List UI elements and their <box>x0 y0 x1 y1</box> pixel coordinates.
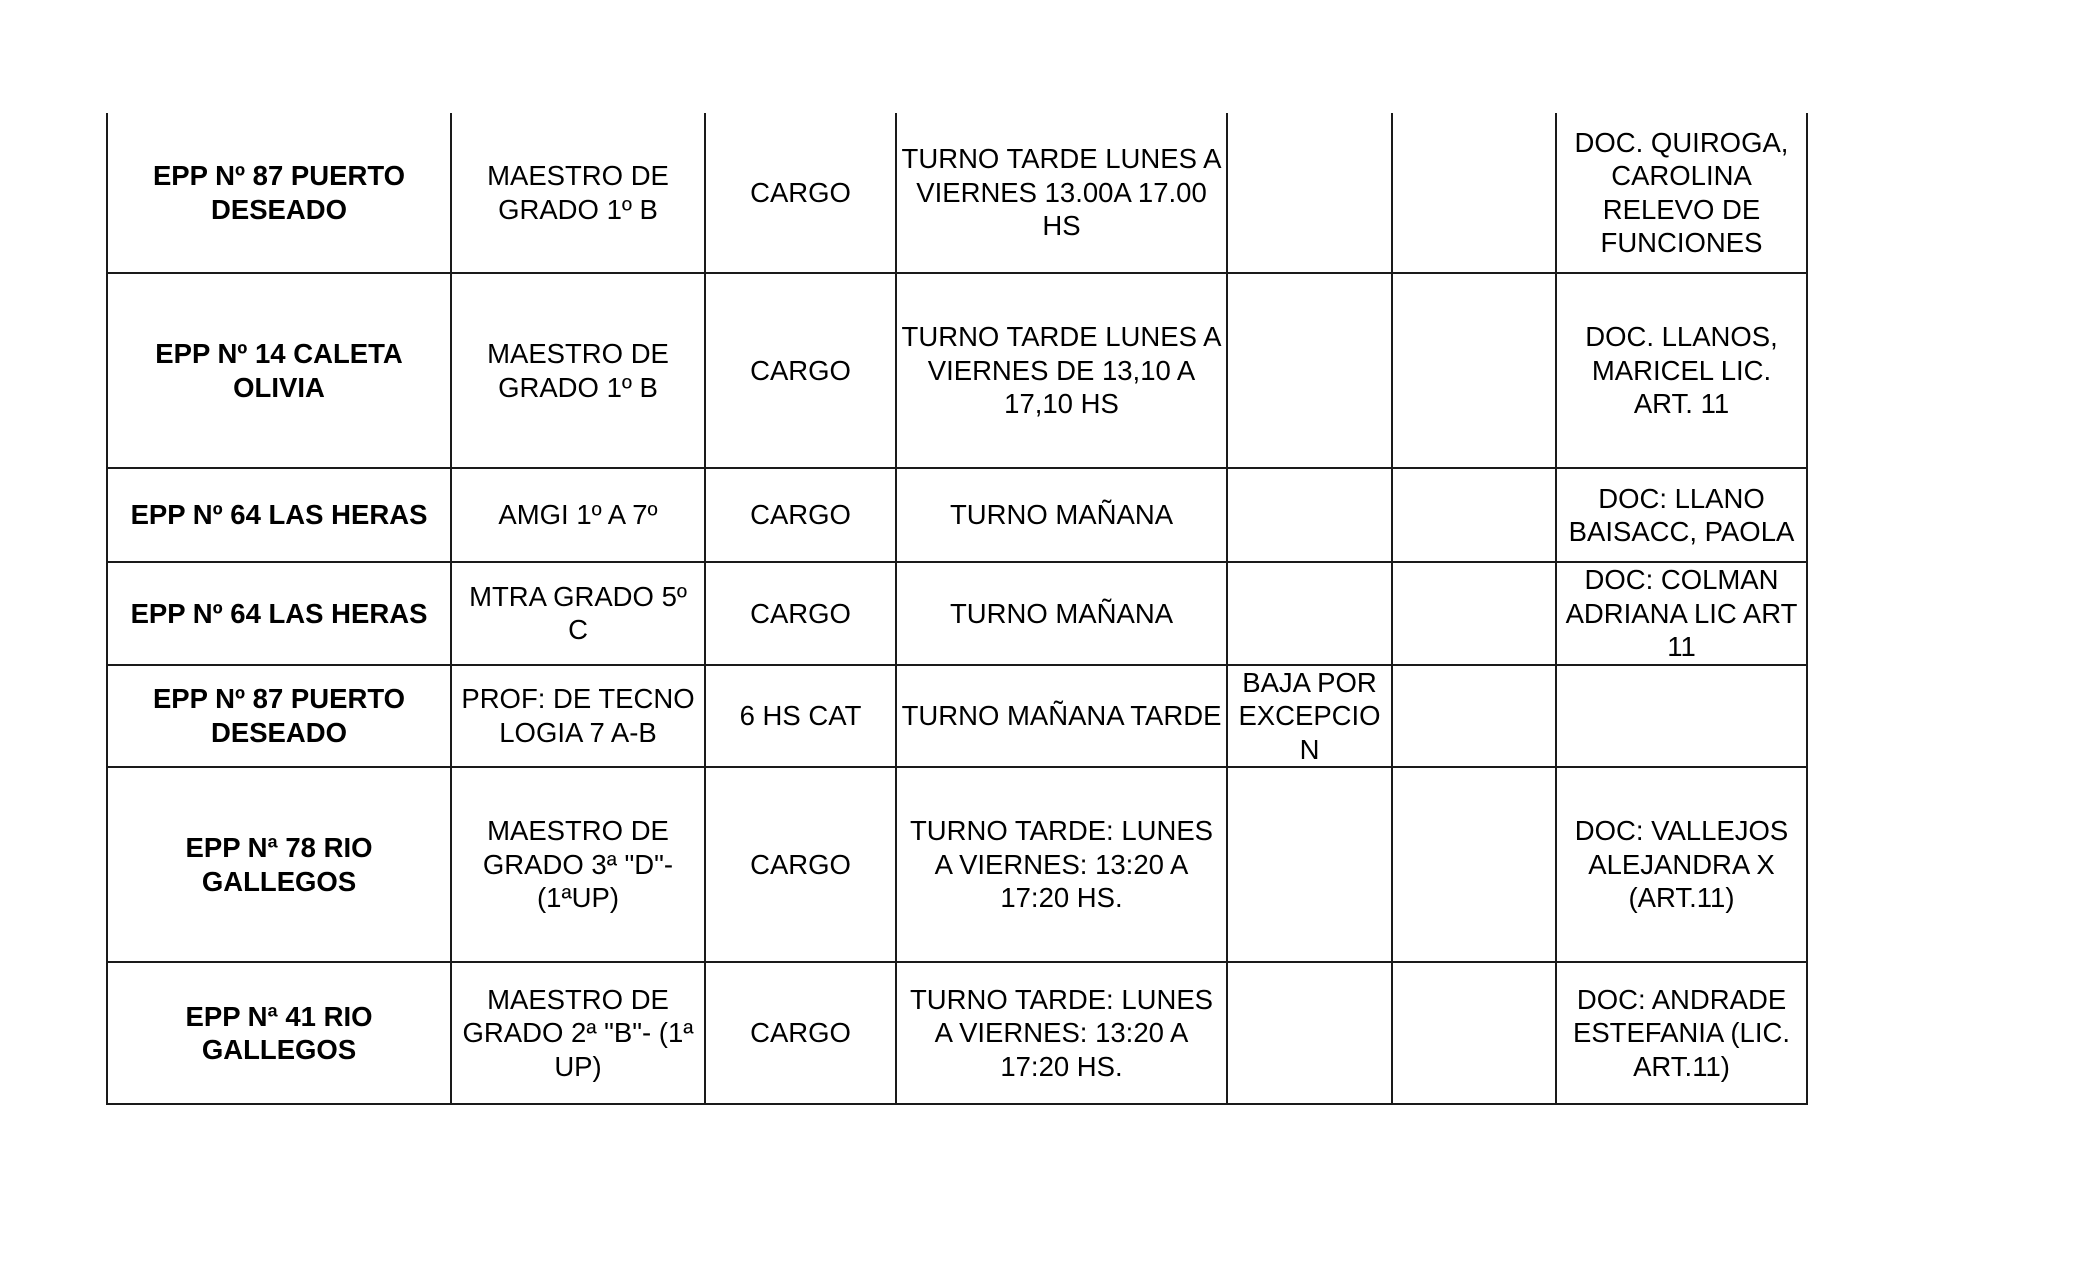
notes-text: DOC. LLANOS, MARICEL LIC. ART. 11 <box>1585 321 1778 420</box>
schedule-cell <box>896 665 1227 768</box>
type-cell <box>705 665 896 768</box>
table-body <box>107 113 1807 1104</box>
schedule-cell <box>896 113 1227 273</box>
position-text: MAESTRO DE GRADO 3ª "D"- (1ªUP) <box>482 815 674 914</box>
type-cell <box>705 767 896 962</box>
table-row <box>107 468 1807 562</box>
school-name: EPP Nº 14 CALETA OLIVIA <box>155 338 403 403</box>
position-text: MTRA GRADO 5º C <box>469 580 687 646</box>
notes-cell <box>1556 273 1807 468</box>
type-text: CARGO <box>750 848 851 880</box>
notes-cell <box>1556 665 1807 768</box>
notes-cell <box>1556 113 1807 273</box>
school-name: EPP Nº 87 PUERTO DESEADO <box>152 683 406 748</box>
position-cell <box>451 468 705 562</box>
table-row <box>107 665 1807 768</box>
type-text: 6 HS CAT <box>739 700 862 731</box>
status-cell <box>1227 665 1392 768</box>
table-row <box>107 113 1807 273</box>
extra-cell <box>1392 273 1556 468</box>
table-row <box>107 962 1807 1104</box>
schedule-cell <box>896 767 1227 962</box>
school-name: EPP Nº 64 LAS HERAS <box>130 597 428 629</box>
status-cell <box>1227 562 1392 665</box>
notes-text: DOC: VALLEJOS ALEJANDRA X (ART.11) <box>1574 815 1789 914</box>
schedule-text: TURNO MAÑANA TARDE <box>901 700 1222 731</box>
status-text: BAJA POR EXCEPCION <box>1238 666 1381 765</box>
type-text: CARGO <box>750 597 851 629</box>
status-cell <box>1227 273 1392 468</box>
schedule-text: TURNO TARDE: LUNES A VIERNES: 13:20 A 17:20 HS. <box>909 815 1214 914</box>
school-cell <box>107 113 451 273</box>
notes-text: DOC: COLMAN ADRIANA LIC ART 11 <box>1565 564 1798 662</box>
position-cell <box>451 562 705 665</box>
notes-text: DOC. QUIROGA, CAROLINA RELEVO DE FUNCIONES <box>1574 126 1789 258</box>
notes-cell <box>1556 767 1807 962</box>
position-cell <box>451 273 705 468</box>
status-cell <box>1227 113 1392 273</box>
school-cell <box>107 767 451 962</box>
status-cell <box>1227 962 1392 1104</box>
extra-cell <box>1392 468 1556 562</box>
schedule-text: TURNO TARDE LUNES A VIERNES DE 13,10 A 17,10 HS <box>901 321 1222 420</box>
extra-cell <box>1392 113 1556 273</box>
table-row <box>107 273 1807 468</box>
schedule-cell <box>896 962 1227 1104</box>
type-cell <box>705 562 896 665</box>
school-name: EPP Nº 64 LAS HERAS <box>130 499 428 531</box>
school-cell <box>107 468 451 562</box>
schedule-text: TURNO MAÑANA <box>949 499 1174 531</box>
school-cell <box>107 562 451 665</box>
extra-cell <box>1392 767 1556 962</box>
status-cell <box>1227 468 1392 562</box>
schedule-text: TURNO TARDE LUNES A VIERNES 13.00A 17.00 HS <box>901 143 1222 242</box>
type-cell <box>705 113 896 273</box>
type-text: CARGO <box>750 354 851 386</box>
notes-text: DOC: ANDRADE ESTEFANIA (LIC. ART.11) <box>1572 983 1790 1082</box>
schedule-cell <box>896 468 1227 562</box>
position-text: AMGI 1º A 7º <box>498 499 658 531</box>
school-cell <box>107 962 451 1104</box>
schedule-text: TURNO TARDE: LUNES A VIERNES: 13:20 A 17:20 HS. <box>909 983 1214 1082</box>
table-row <box>107 767 1807 962</box>
school-cell <box>107 273 451 468</box>
extra-cell <box>1392 962 1556 1104</box>
status-cell <box>1227 767 1392 962</box>
extra-cell <box>1392 562 1556 665</box>
position-cell <box>451 767 705 962</box>
school-name: EPP Nº 87 PUERTO DESEADO <box>152 160 406 225</box>
notes-cell <box>1556 562 1807 665</box>
schedule-cell <box>896 273 1227 468</box>
notes-cell <box>1556 468 1807 562</box>
type-cell <box>705 468 896 562</box>
position-cell <box>451 113 705 273</box>
schedule-cell <box>896 562 1227 665</box>
school-cell <box>107 665 451 768</box>
notes-cell <box>1556 962 1807 1104</box>
table-row <box>107 562 1807 665</box>
position-text: MAESTRO DE GRADO 1º B <box>487 160 669 225</box>
notes-text: DOC: LLANO BAISACC, PAOLA <box>1568 482 1795 547</box>
type-text: CARGO <box>750 176 851 208</box>
school-name: EPP Nª 78 RIO GALLEGOS <box>185 832 373 897</box>
vacancy-table <box>106 113 1808 1105</box>
school-name: EPP Nª 41 RIO GALLEGOS <box>185 1000 373 1065</box>
position-cell <box>451 962 705 1104</box>
extra-cell <box>1392 665 1556 768</box>
type-cell <box>705 273 896 468</box>
type-text: CARGO <box>750 1017 851 1049</box>
type-cell <box>705 962 896 1104</box>
position-text: PROF: DE TECNOLOGIA 7 A-B <box>461 683 695 748</box>
schedule-text: TURNO MAÑANA <box>949 597 1174 629</box>
position-cell <box>451 665 705 768</box>
position-text: MAESTRO DE GRADO 1º B <box>487 338 669 403</box>
position-text: MAESTRO DE GRADO 2ª "B"- (1ª UP) <box>462 983 694 1082</box>
type-text: CARGO <box>750 499 851 531</box>
